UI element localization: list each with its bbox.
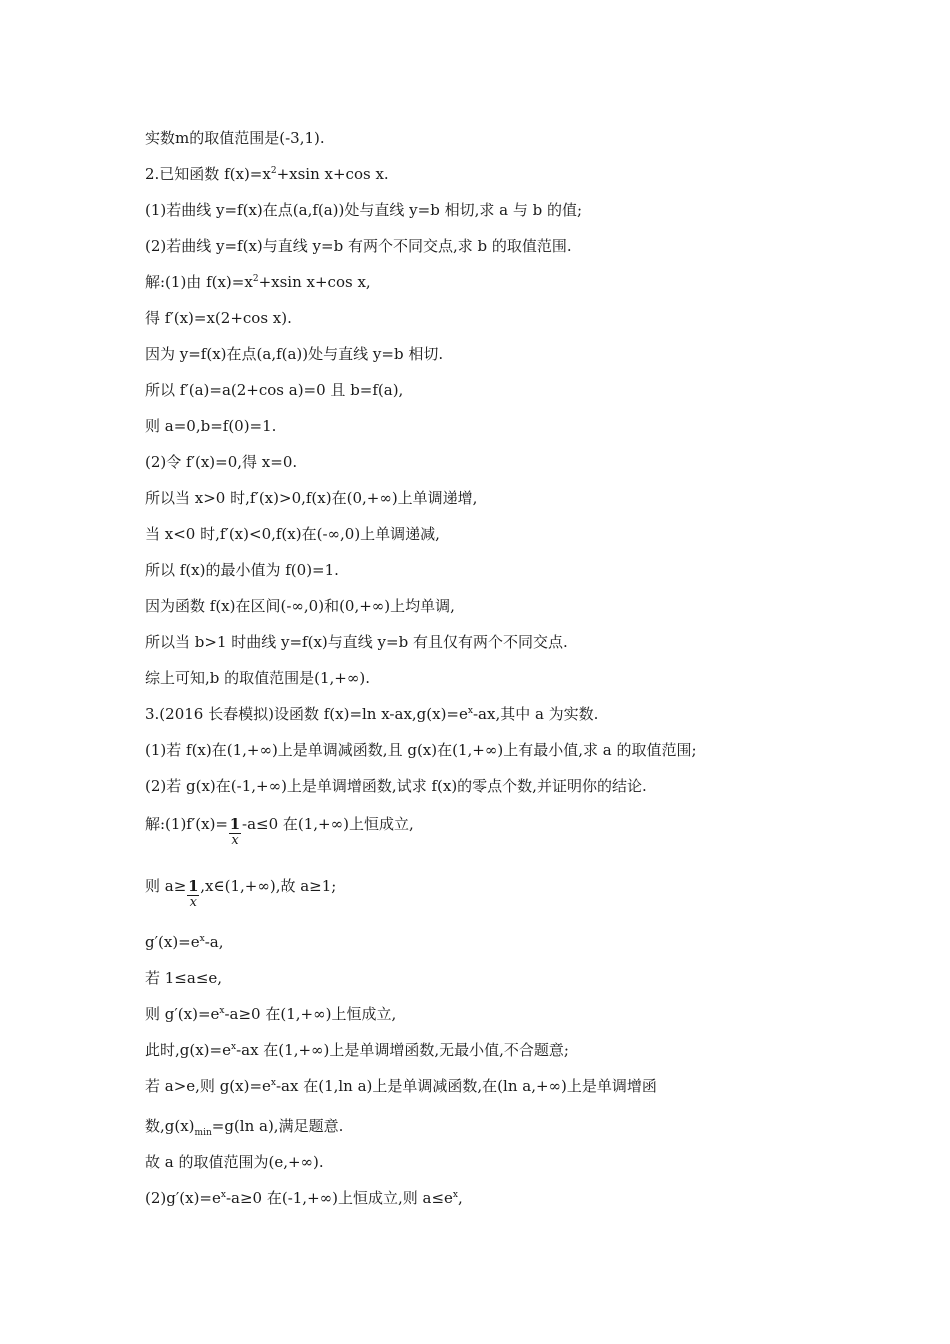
solution-line [145,1116,343,1136]
line-text: -a≤0 在(1,+∞)上恒成立, [242,815,414,833]
solution-line [145,814,414,848]
solution-line [145,968,222,988]
solution-line [145,596,455,616]
problem-3-statement [145,704,598,724]
line-text: (1)若曲线 y=f(x)在点(a,f(a))处与直线 y=b 相切,求 a 与 b 的值; [145,201,583,219]
line-text: 数,g(x) [145,1117,195,1135]
line-text: -ax 在(1,+∞)上是单调增函数,无最小值,不合题意; [236,1041,569,1059]
problem-3-part-1 [145,740,697,760]
solution-line [145,524,440,544]
superscript: 2 [270,166,277,176]
line-text: (1)若 f(x)在(1,+∞)上是单调减函数,且 g(x)在(1,+∞)上有最小值,求 a 的取值范围; [145,741,697,759]
line-text: 因为函数 f(x)在区间(-∞,0)和(0,+∞)上均单调, [145,597,455,615]
superscript: x [220,1190,226,1200]
line-text: (2)g′(x)=e [145,1189,221,1207]
line-text: -a≥0 在(-1,+∞)上恒成立,则 a≤e [225,1189,453,1207]
superscript: x [199,934,205,944]
line-text: (2)若 g(x)在(-1,+∞)上是单调增函数,试求 f(x)的零点个数,并证明你的结论. [145,777,647,795]
line-text: 则 a=0,b=f(0)=1. [145,417,277,435]
line-text: (2)若曲线 y=f(x)与直线 y=b 有两个不同交点,求 b 的取值范围. [145,237,572,255]
superscript: x [467,706,473,716]
fraction-numerator: 1 [188,877,199,895]
line-text: 所以当 b>1 时曲线 y=f(x)与直线 y=b 有且仅有两个不同交点. [145,633,568,651]
fraction-denominator: x [231,833,239,848]
solution-line [145,1152,324,1172]
superscript: x [219,1006,225,1016]
problem-2-statement [145,164,389,184]
line-text: -a, [204,933,224,951]
line-text: 实数m的取值范围是(-3,1). [145,129,325,147]
solution-line [145,1040,569,1060]
line-text: 此时,g(x)=e [145,1041,231,1059]
line-text: 当 x<0 时,f′(x)<0,f(x)在(-∞,0)上单调递减, [145,525,440,543]
line-text: 所以当 x>0 时,f′(x)>0,f(x)在(0,+∞)上单调递增, [145,489,478,507]
line-text: (2)令 f′(x)=0,得 x=0. [145,453,298,471]
solution-line [145,632,568,652]
line-text: 综上可知,b 的取值范围是(1,+∞). [145,669,370,687]
subscript: min [194,1128,212,1138]
line-text: g′(x)=e [145,933,200,951]
line-text: 解:(1)由 f(x)=x [145,273,253,291]
superscript: x [452,1190,458,1200]
solution-line [145,932,223,952]
line-text: , [458,1189,463,1207]
line-text: 所以 f(x)的最小值为 f(0)=1. [145,561,339,579]
line-text: -a≥0 在(1,+∞)上恒成立, [224,1005,397,1023]
line-text: 所以 f′(a)=a(2+cos a)=0 且 b=f(a), [145,381,404,399]
solution-line [145,272,371,292]
line-text: 3.(2016 长春模拟)设函数 f(x)=ln x-ax,g(x)=e [145,705,468,723]
solution-line [145,452,297,472]
superscript: x [230,1042,237,1052]
superscript: 2 [252,274,259,284]
solution-line [145,560,339,580]
line-text: -ax 在(1,ln a)上是单调减函数,在(ln a,+∞)上是单调增函 [275,1077,657,1095]
solution-line [145,876,337,910]
line-text: 则 g′(x)=e [145,1005,220,1023]
line-text: 则 a≥ [145,877,187,895]
line-text: +xsin x+cos x, [258,273,371,291]
problem-2-part-2 [145,236,572,256]
solution-line [145,668,370,688]
fraction-numerator: 1 [229,815,241,833]
solution-line [145,1188,463,1208]
line-text: =g(ln a),满足题意. [211,1117,344,1135]
fraction [187,876,199,910]
solution-line [145,380,403,400]
solution-line [145,488,477,508]
solution-line [145,1076,657,1096]
line-text: +xsin x+cos x. [276,165,389,183]
solution-line [145,1004,396,1024]
fraction [229,814,241,848]
fraction-denominator: x [189,895,197,910]
line-text: 解:(1)f′(x)= [145,815,228,833]
line-text: 故 a 的取值范围为(e,+∞). [145,1153,324,1171]
line-text: -ax,其中 a 为实数. [472,705,599,723]
line-text: 若 1≤a≤e, [145,969,223,987]
superscript: x [270,1078,276,1088]
solution-line [145,308,292,328]
problem-2-part-1 [145,200,582,220]
text-line [145,128,325,148]
line-text: 得 f′(x)=x(2+cos x). [145,309,292,327]
line-text: 因为 y=f(x)在点(a,f(a))处与直线 y=b 相切. [145,345,444,363]
line-text: 2.已知函数 f(x)=x [145,165,271,183]
solution-line [145,344,443,364]
line-text: 若 a>e,则 g(x)=e [145,1077,271,1095]
line-text: ,x∈(1,+∞),故 a≥1; [200,877,337,895]
problem-3-part-2 [145,776,647,796]
solution-line [145,416,276,436]
